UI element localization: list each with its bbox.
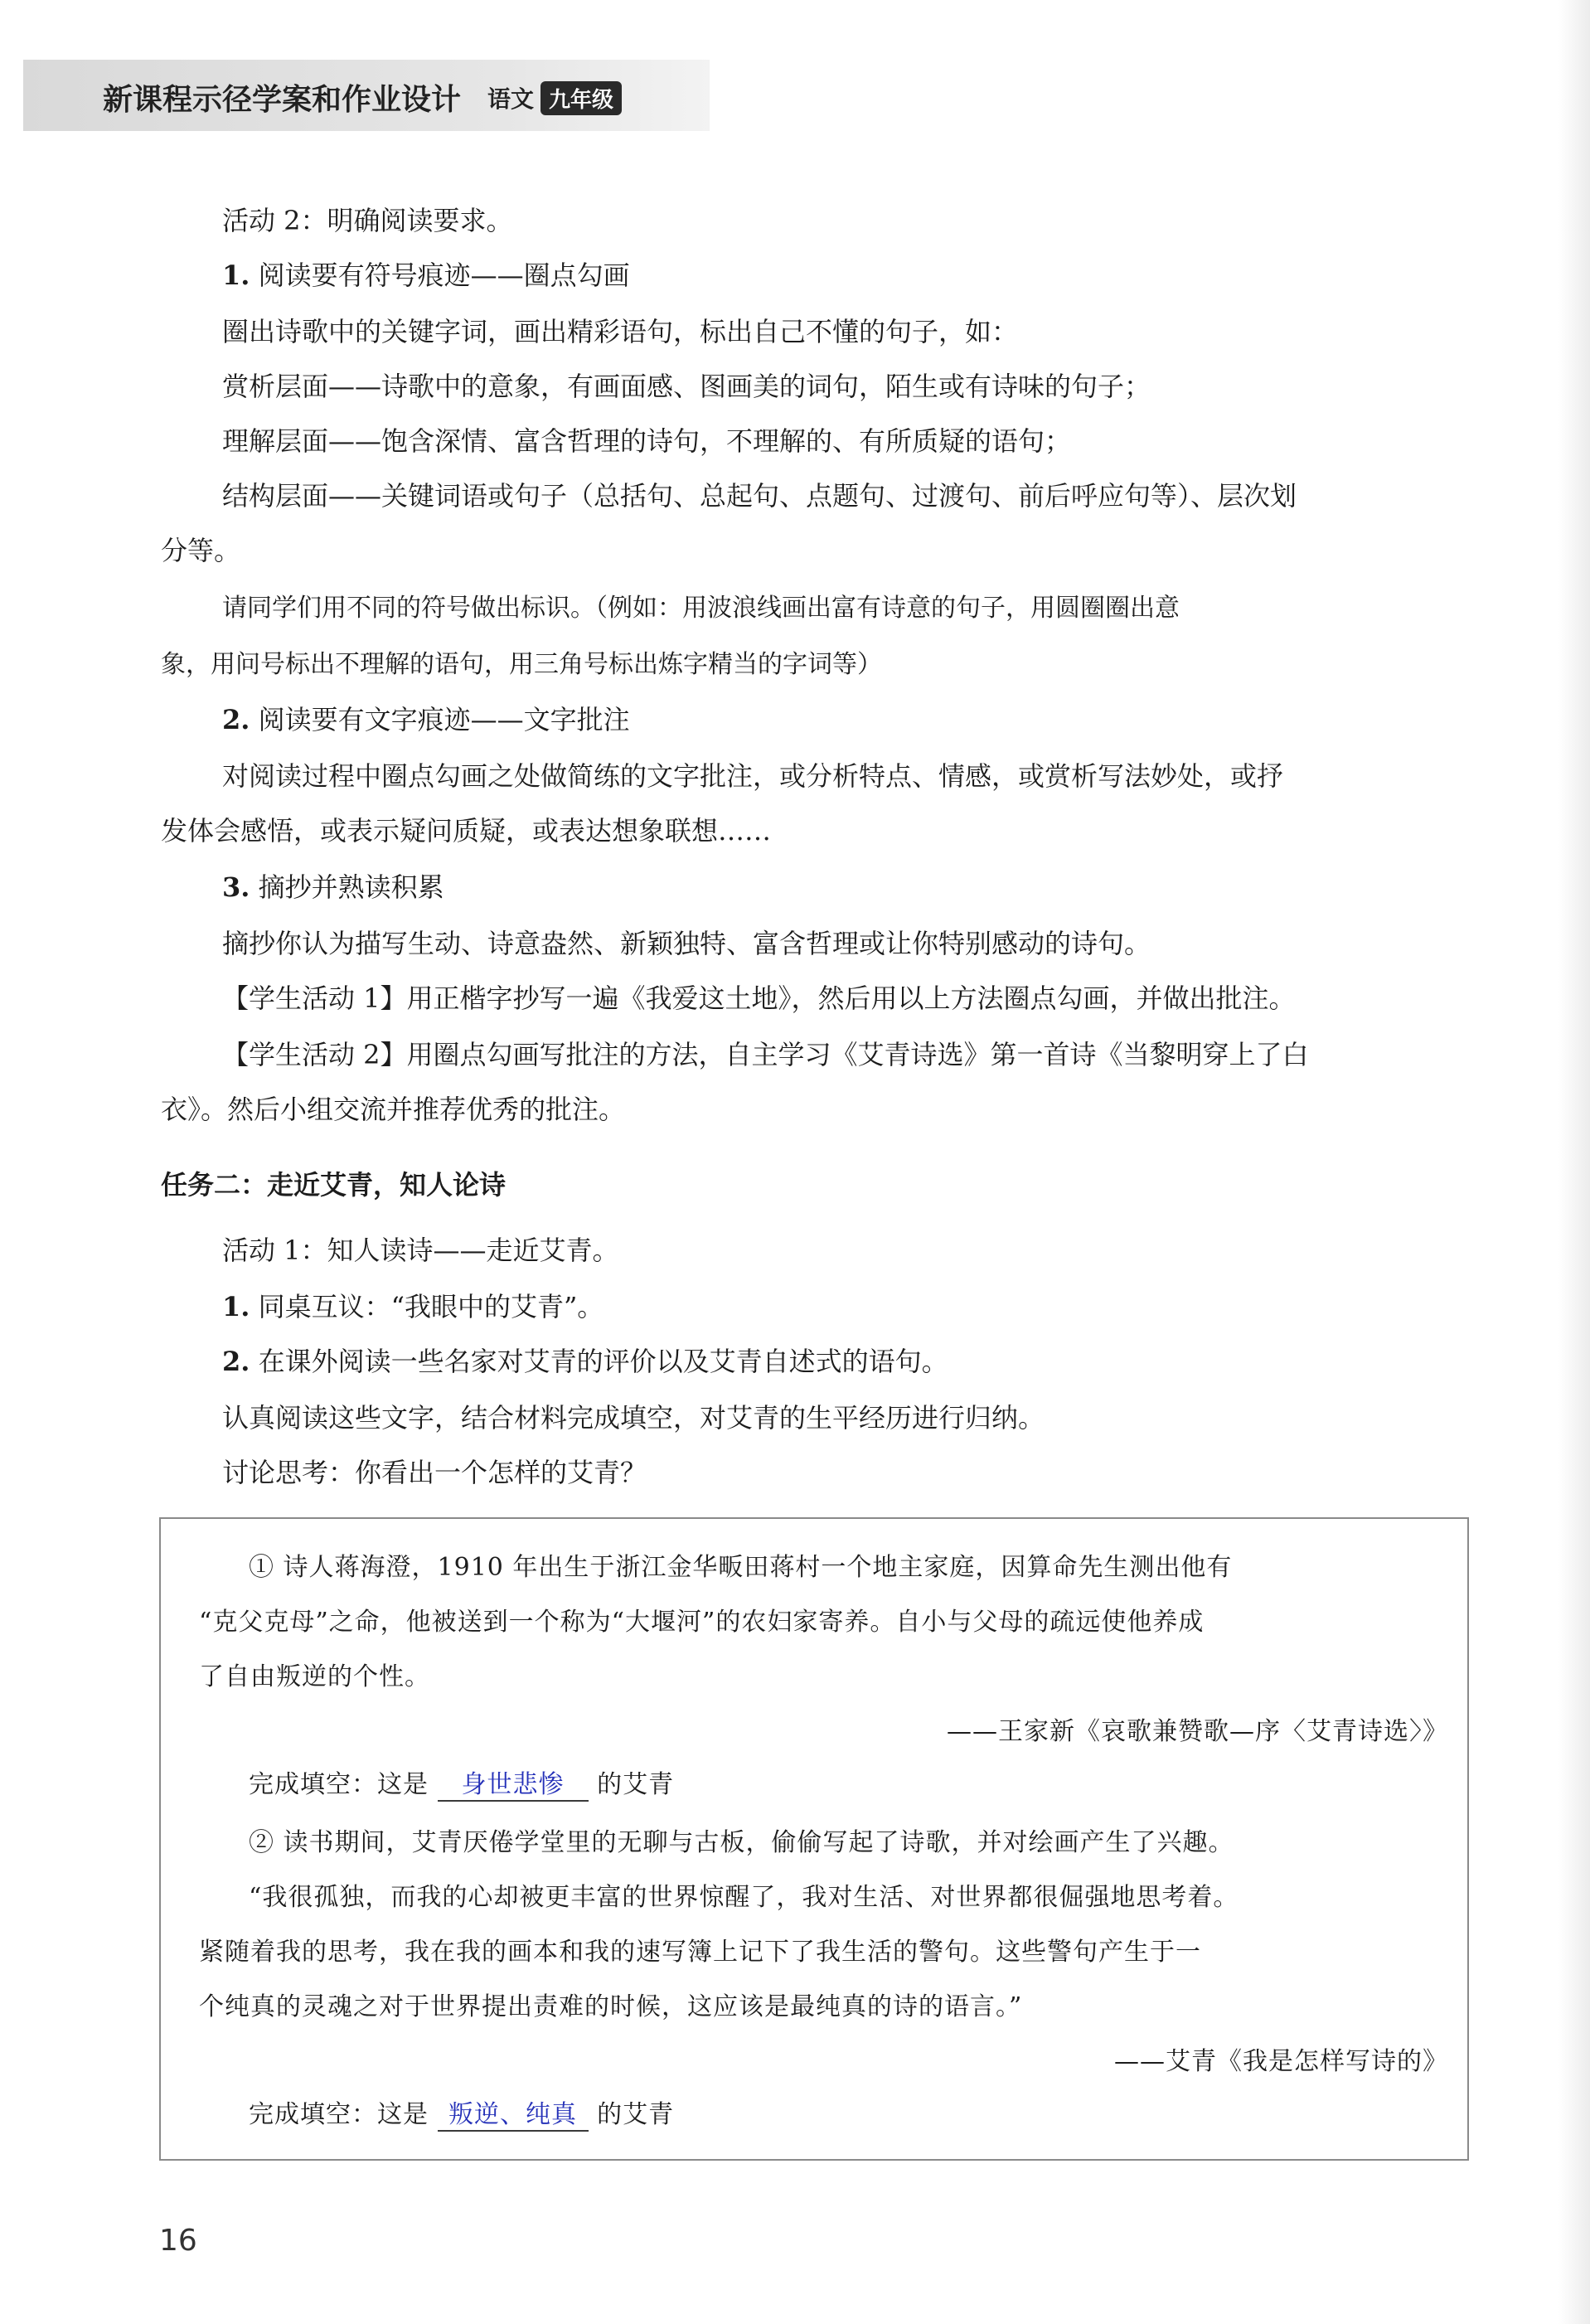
item2-number: 2. [222,704,250,735]
item1-heading [222,259,630,292]
material1-line1: ① 诗人蒋海澄，1910 年出生于浙江金华畈田蒋村一个地主家庭，因算命先生测出他有 [249,1553,1233,1582]
item1-note-cont: 象，用问号标出不理解的语句，用三角号标出炼字精当的字词等） [161,650,882,679]
task2-instruction: 认真阅读这些文字，结合材料完成填空，对艾青的生平经历进行归纳。 [222,1402,1045,1434]
activity2-title: 活动 2：明确阅读要求。 [222,205,513,236]
task2-activity1: 活动 1：知人读诗——走近艾青。 [222,1235,619,1266]
student-activity-1: 【学生活动 1】用正楷字抄写一遍《我爱这土地》，然后用以上方法圈点勾画，并做出批注。 [222,982,1296,1014]
material2-line3: 紧随着我的思考，我在我的画本和我的速写簿上记下了我生活的警句。这些警句产生于一 [199,1938,1201,1967]
task2-item1 [222,1290,604,1323]
material2-line1: ② 读书期间，艾青厌倦学堂里的无聊与古板，偷偷写起了诗歌，并对绘画产生了兴趣。 [249,1828,1234,1857]
fill-blank-1-prefix: 完成填空：这是 [249,1770,429,1799]
item1-understanding: 理解层面——饱含深情、富含哲理的诗句，不理解的、有所质疑的语句； [222,425,1072,457]
material2-line2: “我很孤独，而我的心却被更丰富的世界惊醒了，我对生活、对世界都很倔强地思考着。 [249,1883,1239,1912]
student-activity-2: 【学生活动 2】用圈点勾画写批注的方法，自主学习《艾青诗选》第一首诗《当黎明穿上了白 [222,1039,1309,1070]
student-activity-2-cont: 衣》。然后小组交流并推荐优秀的批注。 [161,1094,626,1125]
page-number: 16 [159,2224,197,2258]
fill-blank-2 [249,2099,674,2132]
item3-title: 摘抄并熟读积累 [258,871,444,903]
grade-badge: 九年级 [541,81,622,115]
item1-number: 1. [222,260,250,291]
item1-appreciation: 赏析层面——诗歌中的意象，有画面感、图画美的词句，陌生或有诗味的句子； [222,371,1151,402]
task2-heading: 任务二：走近艾青，知人论诗 [161,1169,507,1201]
task2-item2 [222,1345,948,1378]
item3-number: 3. [222,871,250,903]
item2-text: 对阅读过程中圈点勾画之处做简练的文字批注，或分析特点、情感，或赏析写法妙处，或抒 [222,760,1284,792]
subject-label: 语文 [487,85,535,113]
item2-text-cont: 发体会感悟，或表示疑问质疑，或表达想象联想…… [161,815,772,847]
material1-line3: 了自由叛逆的个性。 [199,1662,430,1691]
item1-note: 请同学们用不同的符号做出标识。（例如：用波浪线画出富有诗意的句子，用圆圈圈出意 [222,594,1180,623]
item2-heading [222,703,630,736]
page-edge-shadow [1558,0,1590,2324]
item1-intro: 圈出诗歌中的关键字词，画出精彩语句，标出自己不懂的句子，如： [222,316,1019,347]
material1-line2: “克父克母”之命，他被送到一个称为“大堰河”的农妇家寄养。自小与父母的疏远使他养成 [199,1608,1205,1637]
task2-item1-text: 同桌互议：“我眼中的艾青”。 [258,1291,604,1322]
item3-text: 摘抄你认为描写生动、诗意盎然、新颖独特、富含哲理或让你特别感动的诗句。 [222,928,1151,959]
fill-blank-1-suffix: 的艾青 [597,1770,675,1799]
task2-item2-number: 2. [222,1346,250,1377]
task2-item1-number: 1. [222,1291,250,1322]
item3-heading [222,871,444,904]
task2-discussion: 讨论思考：你看出一个怎样的艾青？ [222,1457,647,1488]
material1-source: ——王家新《哀歌兼赞歌—序〈艾青诗选〉》 [947,1717,1448,1746]
fill-blank-2-answer[interactable]: 叛逆、纯真 [438,2100,589,2132]
fill-blank-1 [249,1769,674,1802]
fill-blank-2-suffix: 的艾青 [597,2100,675,2129]
item2-title: 阅读要有文字痕迹——文字批注 [258,704,630,735]
task2-item2-text: 在课外阅读一些名家对艾青的评价以及艾青自述式的语句。 [258,1346,948,1377]
book-title: 新课程示径学案和作业设计 [103,83,462,117]
item1-structure-cont: 分等。 [161,535,241,566]
material2-source: ——艾青《我是怎样写诗的》 [1114,2047,1448,2076]
material2-line4: 个纯真的灵魂之对于世界提出责难的时候，这应该是最纯真的诗的语言。” [199,1992,1023,2021]
item1-title: 阅读要有符号痕迹——圈点勾画 [258,260,630,291]
fill-blank-1-answer[interactable]: 身世悲惨 [438,1770,589,1802]
fill-blank-2-prefix: 完成填空：这是 [249,2100,429,2129]
item1-structure: 结构层面——关键词语或句子（总括句、总起句、点题句、过渡句、前后呼应句等）、层次划 [222,480,1297,512]
